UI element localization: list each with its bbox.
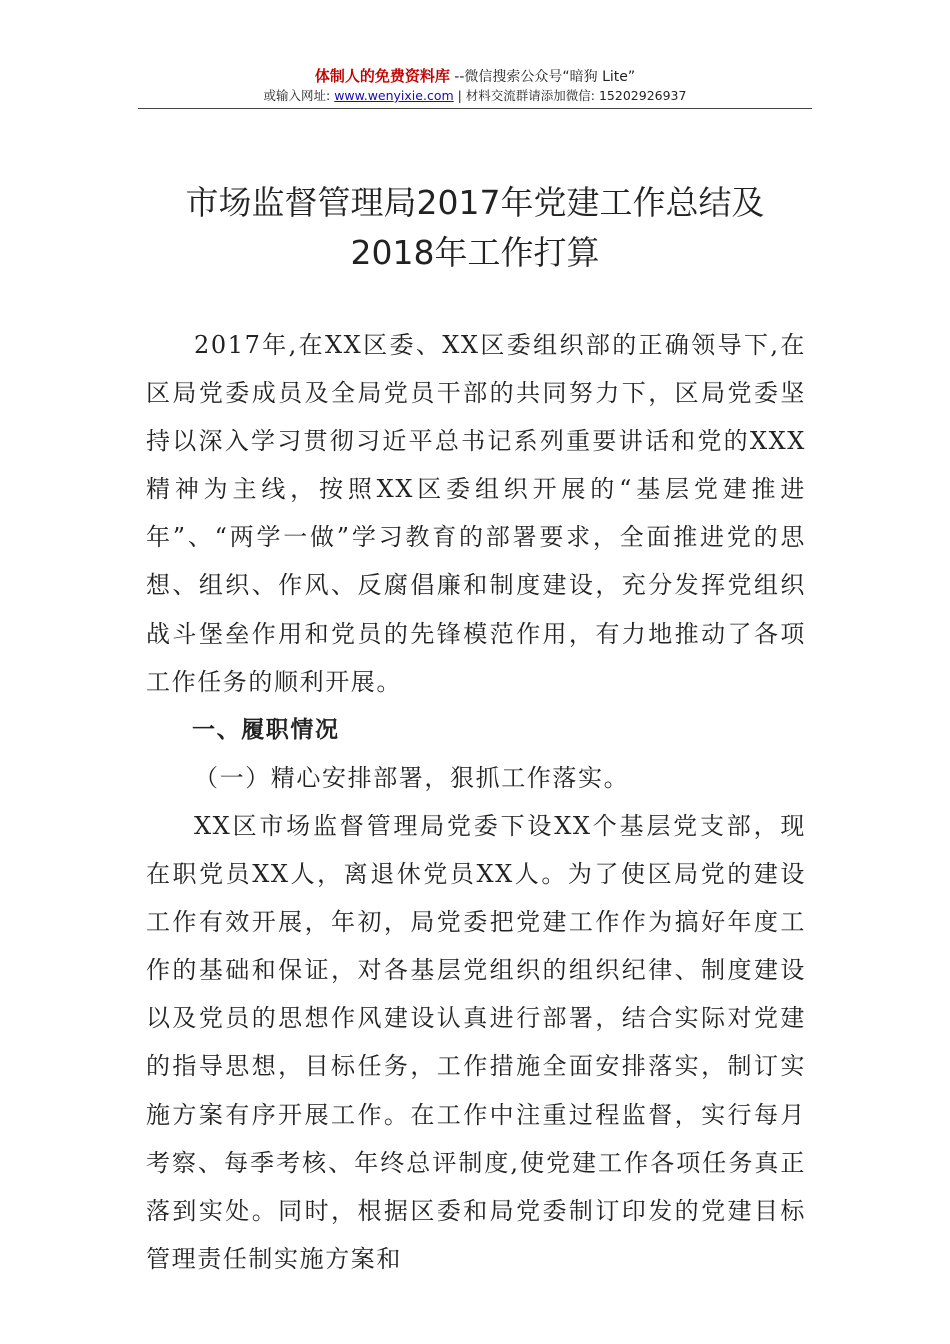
section-heading: 一、履职情况 bbox=[192, 716, 340, 743]
body-paragraph: XX区市场监督管理局党委下设XX个基层党支部，现在职党员XX人，离退休党员XX人。为了使区局党的建设工作有效开展，年初，局党委把党建工作作为搞好年度工作的基础和保证，对各基层党组织的组织纪律、制度建设以及党员的思想作风建设认真进行部署，结合实际对党建的指导思想，目标任务，工作措施全面安排落实，制订实施方案有序开展工作。在工作中注重过程监督，实行每月考察、每季考核、年终总评制度,使党建工作各项任务真正落到实处。同时，根据区委和局党委制订印发的党建目标管理责任制实施方案和 bbox=[146, 811, 806, 1273]
title-line-2: 2018年工作打算 bbox=[350, 233, 600, 272]
header-tagline: --微信搜索公众号“暗狗 Lite” bbox=[449, 69, 636, 85]
subsection-heading: （一）精心安排部署，狠抓工作落实。 bbox=[194, 763, 630, 792]
contact-info: | 材料交流群请添加微信: 15202926937 bbox=[453, 88, 687, 103]
website-link[interactable]: www.wenyixie.com bbox=[334, 88, 454, 103]
watermark-header bbox=[138, 66, 812, 105]
body-paragraph-intro: 2017年,在XX区委、XX区委组织部的正确领导下,在区局党委成员及全局党员干部的共同努力下，区局党委坚持以深入学习贯彻习近平总书记系列重要讲话和党的XXX精神为主线，按照XX区委组织开展的“基层党建推进年”、“两学一做”学习教育的部署要求，全面推进党的思想、组织、作风、反腐倡廉和制度建设，充分发挥党组织战斗堡垒作用和党员的先锋模范作用，有力地推动了各项工作任务的顺利开展。 bbox=[146, 331, 806, 696]
document-title bbox=[100, 178, 850, 278]
url-prefix: 或输入网址: bbox=[263, 88, 335, 103]
header-line-1 bbox=[138, 66, 812, 87]
header-line-2 bbox=[138, 87, 812, 105]
title-line-1: 市场监督管理局2017年党建工作总结及 bbox=[185, 183, 765, 222]
brand-name: 体制人的免费资料库 bbox=[314, 67, 450, 85]
document-body bbox=[146, 321, 806, 1283]
header-divider bbox=[138, 108, 812, 109]
